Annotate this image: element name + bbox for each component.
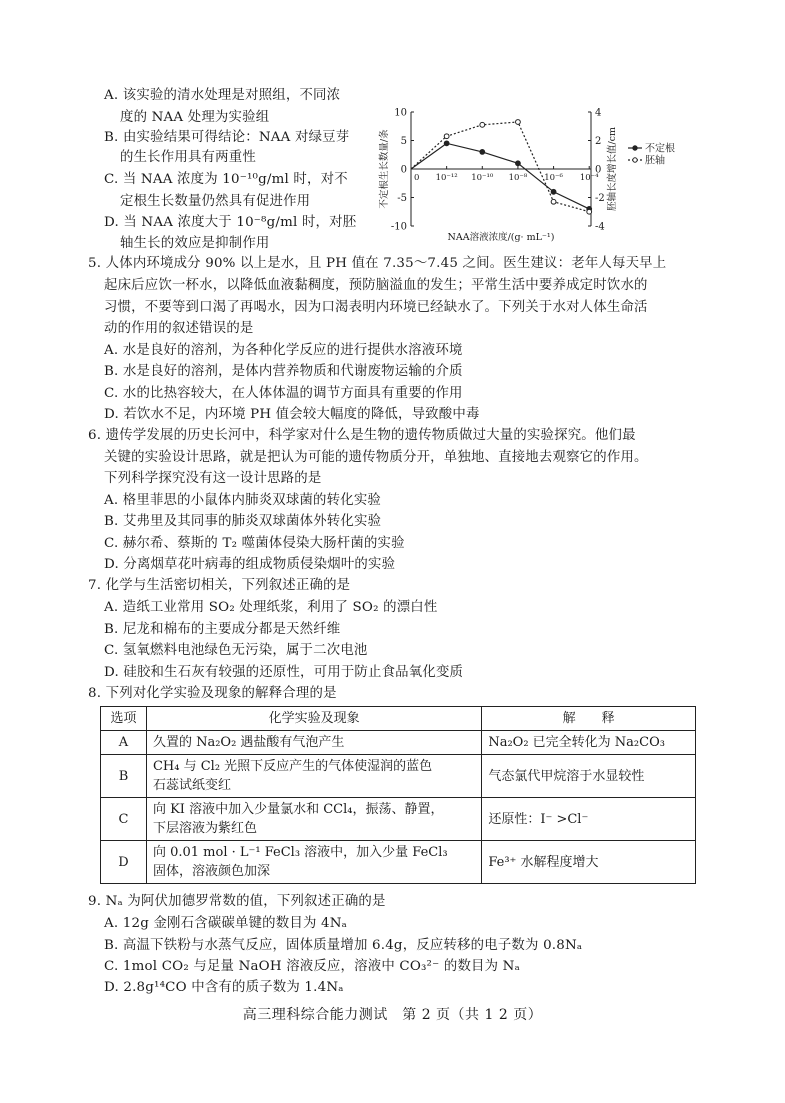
data-point-root xyxy=(480,150,485,155)
q6-stem-line3: 下列科学探究没有这一设计思路的是 xyxy=(104,471,322,486)
q4-option-a-line2: 度的 NAA 处理为实验组 xyxy=(120,110,270,125)
q8-row-experiment-line2: 固体，溶液颜色加深 xyxy=(152,864,270,879)
y-axis-label-left: 不定根生长数量/条 xyxy=(379,129,390,209)
table-row xyxy=(101,731,696,755)
legend-label: 胚轴 xyxy=(645,155,665,167)
data-point-root xyxy=(551,189,556,194)
q4-option-b-line2: 的生长作用具有两重性 xyxy=(120,150,256,165)
q7-option-b: B. 尼龙和棉布的主要成分都是天然纤维 xyxy=(104,622,341,637)
q8-header-option: 选项 xyxy=(101,707,147,731)
tick-label-right: -4 xyxy=(595,221,605,233)
legend-marker xyxy=(633,146,637,150)
tick-label-x: 10⁻¹⁰ xyxy=(471,173,494,183)
q5-option-c: C. 水的比热容较大，在人体体温的调节方面具有重要的作用 xyxy=(104,386,463,401)
q8-row-option: D xyxy=(101,841,147,884)
q8-row-experiment xyxy=(146,798,481,841)
tick-label-left: 10 xyxy=(394,107,407,119)
tick-label-x: 0 xyxy=(414,173,420,183)
series-line-hypocotyl xyxy=(411,122,589,212)
tick-label-left: 0 xyxy=(400,164,407,176)
q9-option-d: D. 2.8g¹⁴CO 中含有的质子数为 1.4Nₐ xyxy=(104,980,344,995)
q5-option-b: B. 水是良好的溶剂，是体内营养物质和代谢废物运输的介质 xyxy=(104,364,463,379)
q9-option-a: A. 12g 金刚石含碳碳单键的数目为 4Nₐ xyxy=(104,916,347,931)
q8-row-explanation: 气态氯代甲烷溶于水显较性 xyxy=(482,755,696,798)
q8-stem: 8. 下列对化学实验及现象的解释合理的是 xyxy=(88,686,337,701)
q4-option-b-line1: B. 由实验结果可得结论：NAA 对绿豆芽 xyxy=(104,130,350,145)
q9-option-b: B. 高温下铁粉与水蒸气反应，固体质量增加 6.4g，反应转移的电子数为 0.8Nₐ xyxy=(104,938,583,953)
data-point-hypocotyl xyxy=(480,122,485,127)
q8-row-experiment-line1: 向 KI 溶液中加入少量氯水和 CCl₄，振荡、静置， xyxy=(152,802,444,817)
q6-stem-line2: 关键的实验设计思路，就是把认为可能的遗传物质分开，单独地、直接地去观察它的作用。 xyxy=(104,450,648,465)
q5-option-a: A. 水是良好的溶剂，为各种化学反应的进行提供水溶液环境 xyxy=(104,343,463,358)
q4-option-d-line1: D. 当 NAA 浓度大于 10⁻⁸g/ml 时，对胚 xyxy=(104,215,357,230)
data-point-hypocotyl xyxy=(587,209,592,214)
table-row xyxy=(101,841,696,884)
data-point-root xyxy=(444,141,449,146)
tick-label-left: -10 xyxy=(390,221,407,233)
q8-row-experiment xyxy=(146,755,481,798)
q5-stem-line3: 习惯，不要等到口渴了再喝水，因为口渴表明内环境已经缺水了。下列关于水对人体生命活 xyxy=(104,300,648,315)
q8-table-header-row xyxy=(101,707,696,731)
q8-row-experiment xyxy=(146,841,481,884)
tick-label-right: 4 xyxy=(595,107,602,119)
q5-stem-line2: 起床后应饮一杯水，以降低血液黏稠度，预防脑溢血的发生；平常生活中要养成定时饮水的 xyxy=(104,278,648,293)
tick-label-right: 0 xyxy=(595,164,602,176)
tick-label-right: -2 xyxy=(595,193,605,204)
q7-option-a: A. 造纸工业常用 SO₂ 处理纸浆，利用了 SO₂ 的漂白性 xyxy=(104,600,438,615)
q6-option-d: D. 分离烟草花叶病毒的组成物质侵染烟叶的实验 xyxy=(104,557,396,572)
table-row xyxy=(101,798,696,841)
q5-stem-line4: 动的作用的叙述错误的是 xyxy=(104,321,254,336)
q8-header-experiment: 化学实验及现象 xyxy=(146,707,481,731)
q8-row-explanation: Na₂O₂ 已完全转化为 Na₂CO₃ xyxy=(482,731,696,755)
tick-label-x: 10⁻⁶ xyxy=(544,173,563,183)
q7-option-d: D. 硅胶和生石灰有较强的还原性，可用于防止食品氧化变质 xyxy=(104,665,464,680)
q8-table xyxy=(100,706,696,884)
page-footer: 高三理科综合能力测试 第 2 页（共 1 2 页） xyxy=(242,1007,543,1023)
q4-option-a-line1: A. 该实验的清水处理是对照组，不同浓 xyxy=(104,88,341,103)
data-point-root xyxy=(516,161,521,166)
x-axis-label: NAA溶液浓度/(g· mL⁻¹) xyxy=(447,232,555,243)
q8-row-option: C xyxy=(101,798,147,841)
q8-row-experiment-line1: 向 0.01 mol · L⁻¹ FeCl₃ 溶液中，加入少量 FeCl₃ xyxy=(152,845,448,860)
q4-option-c-line1: C. 当 NAA 浓度为 10⁻¹⁰g/ml 时，对不 xyxy=(104,172,348,187)
q8-row-experiment-line1: 久置的 Na₂O₂ 遇盐酸有气泡产生 xyxy=(152,735,345,750)
tick-label-left: -5 xyxy=(397,193,407,204)
tick-label-x: 10⁻⁸ xyxy=(508,173,528,183)
q4-option-d-line2: 轴生长的效应是抑制作用 xyxy=(120,236,270,251)
q9-stem: 9. Nₐ 为阿伏加德罗常数的值，下列叙述正确的是 xyxy=(88,894,386,909)
legend-label: 不定根 xyxy=(645,143,675,155)
q8-row-experiment-line2: 石蕊试纸变红 xyxy=(152,778,231,793)
tick-label-right: 2 xyxy=(595,136,602,147)
legend-marker xyxy=(633,158,637,162)
q5-option-d: D. 若饮水不足，内环境 PH 值会较大幅度的降低，导致酸中毒 xyxy=(104,407,480,422)
y-axis-label-right: 胚轴长度增长值/cm xyxy=(607,126,618,212)
q8-row-option: A xyxy=(101,731,147,755)
data-point-hypocotyl xyxy=(551,199,556,204)
naa-dual-axis-chart xyxy=(378,100,675,243)
q8-row-experiment-line1: CH₄ 与 Cl₂ 光照下反应产生的气体使湿润的蓝色 xyxy=(152,759,433,774)
q8-row-experiment-line2: 下层溶液为紫红色 xyxy=(152,821,257,836)
tick-label-left: 5 xyxy=(400,136,407,147)
data-point-hypocotyl xyxy=(516,120,521,125)
tick-label-x: 10⁻¹² xyxy=(435,173,458,183)
q9-option-c: C. 1mol CO₂ 与足量 NaOH 溶液反应，溶液中 CO₃²⁻ 的数目为 Nₐ xyxy=(104,959,520,974)
tick-label-x: 10⁻⁴ xyxy=(579,173,599,183)
q6-option-c: C. 赫尔希、蔡斯的 T₂ 噬菌体侵染大肠杆菌的实验 xyxy=(104,536,405,551)
q6-option-a: A. 格里菲思的小鼠体内肺炎双球菌的转化实验 xyxy=(104,493,382,508)
q4-option-c-line2: 定根生长数量仍然具有促进作用 xyxy=(120,194,311,209)
q5-stem-line1: 5. 人体内环境成分 90% 以上是水，且 PH 值在 7.35～7.45 之间。医生建议：老年人每天早上 xyxy=(88,256,667,271)
table-row xyxy=(101,755,696,798)
q8-row-explanation: 还原性：I⁻ >Cl⁻ xyxy=(482,798,696,841)
data-point-hypocotyl xyxy=(444,134,449,139)
q8-row-explanation: Fe³⁺ 水解程度增大 xyxy=(482,841,696,884)
q8-row-option: B xyxy=(101,755,147,798)
q7-option-c: C. 氢氧燃料电池绿色无污染，属于二次电池 xyxy=(104,643,368,658)
q6-stem-line1: 6. 遗传学发展的历史长河中，科学家对什么是生物的遗传物质做过大量的实验探究。他们最 xyxy=(88,428,636,443)
q8-row-experiment xyxy=(146,731,481,755)
q8-header-explanation: 解 释 xyxy=(482,707,696,731)
q7-stem: 7. 化学与生活密切相关，下列叙述正确的是 xyxy=(88,578,351,593)
q6-option-b: B. 艾弗里及其同事的肺炎双球菌体外转化实验 xyxy=(104,514,382,529)
